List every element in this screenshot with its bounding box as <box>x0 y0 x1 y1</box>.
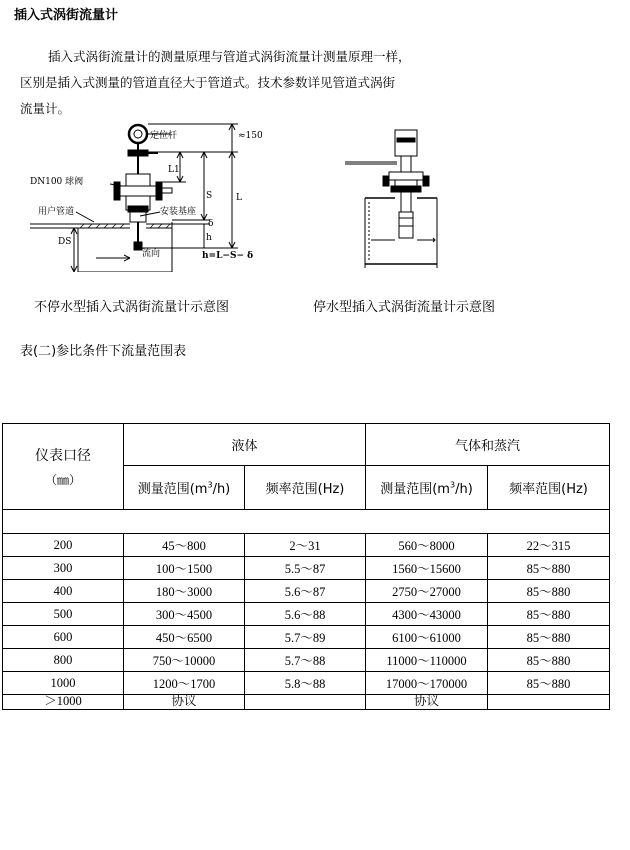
cell-gas-freq: 22～315 <box>488 534 610 557</box>
caption-right: 停水型插入式涡街流量计示意图 <box>313 300 496 315</box>
label-150: ≈150 <box>238 131 263 141</box>
cell-gas-freq: 85～880 <box>488 603 610 626</box>
cell-liq-range: 180～3000 <box>124 580 245 603</box>
cell-gas-freq: 85～880 <box>488 672 610 695</box>
cell-gas-freq <box>488 695 610 710</box>
label-base: 安装基座 <box>160 207 197 217</box>
intro-line-2: 区别是插入式测量的管道直径大于管道式。技术参数详见管道式涡街 <box>20 75 396 90</box>
label-rod: 定位杆 <box>150 131 178 141</box>
label-l: L <box>236 193 242 203</box>
diagram-non-stop-type <box>30 122 280 272</box>
cell-gas-freq: 85～880 <box>488 649 610 672</box>
table-row <box>3 603 610 626</box>
label-flow: 流向 <box>142 249 161 259</box>
cell-dn: 300 <box>3 557 124 580</box>
cell-liq-freq: 5.5～87 <box>245 557 366 580</box>
flow-range-table <box>2 423 610 710</box>
table-row <box>3 557 610 580</box>
diagram-stop-water-type <box>345 128 455 268</box>
cell-gas-freq: 85～880 <box>488 557 610 580</box>
cell-dn: 500 <box>3 603 124 626</box>
table-row <box>3 672 610 695</box>
header-gas-range: 测量范围$(m^3/h)$ <box>366 466 488 510</box>
cell-gas-range: 2750～27000 <box>366 580 488 603</box>
label-formula: h=L−S− δ <box>202 251 254 261</box>
cell-liq-freq: 5.8～88 <box>245 672 366 695</box>
table-row <box>3 534 610 557</box>
header-caliber <box>3 424 124 510</box>
cell-gas-range: 1560～15600 <box>366 557 488 580</box>
page-title: 插入式涡街流量计 <box>14 8 119 23</box>
cell-liq-freq: 5.7～89 <box>245 626 366 649</box>
header-liquid-freq: 频率范围(Hz) <box>245 466 366 510</box>
header-caliber-label: 仪表口径 <box>35 448 91 464</box>
intro-line-3: 流量计。 <box>20 101 71 116</box>
cell-liq-range: 协议 <box>124 695 245 710</box>
cell-dn: 400 <box>3 580 124 603</box>
cell-gas-freq: 85～880 <box>488 580 610 603</box>
cell-liq-freq: 5.7～88 <box>245 649 366 672</box>
header-caliber-unit: （㎜） <box>44 473 81 487</box>
label-delta: δ <box>208 219 214 229</box>
table-row <box>3 649 610 672</box>
header-gas-freq: 频率范围(Hz) <box>488 466 610 510</box>
cell-gas-range: 协议 <box>366 695 488 710</box>
cell-gas-range: 11000～110000 <box>366 649 488 672</box>
caption-left: 不停水型插入式涡街流量计示意图 <box>34 300 230 315</box>
label-h: h <box>206 233 212 243</box>
cell-liq-range: 1200～1700 <box>124 672 245 695</box>
table-row <box>3 580 610 603</box>
label-ds: DS <box>58 237 72 247</box>
cell-dn: 600 <box>3 626 124 649</box>
cell-liq-range: 450～6500 <box>124 626 245 649</box>
header-gas-steam: 气体和蒸汽 <box>366 424 610 466</box>
cell-liq-freq: 5.6～87 <box>245 580 366 603</box>
label-valve: DN100 球阀 <box>30 177 84 187</box>
cell-liq-freq: 5.6～88 <box>245 603 366 626</box>
cell-liq-range: 300～4500 <box>124 603 245 626</box>
cell-gas-range: 6100～61000 <box>366 626 488 649</box>
cell-liq-range: 100～1500 <box>124 557 245 580</box>
label-user-pipe: 用户管道 <box>38 207 75 217</box>
table-caption: 表(二)参比条件下流量范围表 <box>20 344 187 359</box>
cell-dn: 200 <box>3 534 124 557</box>
label-s: S <box>206 191 213 201</box>
table-row <box>3 626 610 649</box>
cell-dn: 800 <box>3 649 124 672</box>
cell-dn: ＞1000 <box>3 695 124 710</box>
cell-liq-range: 45～800 <box>124 534 245 557</box>
header-liquid: 液体 <box>124 424 366 466</box>
cell-gas-range: 560～8000 <box>366 534 488 557</box>
cell-liq-range: 750～10000 <box>124 649 245 672</box>
cell-dn: 1000 <box>3 672 124 695</box>
intro-paragraph <box>20 44 460 122</box>
cell-gas-range: 4300～43000 <box>366 603 488 626</box>
table-row <box>3 695 610 710</box>
cell-gas-range: 17000～170000 <box>366 672 488 695</box>
label-l1: L1 <box>168 165 180 175</box>
intro-line-1: 插入式涡街流量计的测量原理与管道式涡街流量计测量原理一样， <box>48 49 411 64</box>
cell-liq-freq: 2～31 <box>245 534 366 557</box>
cell-liq-freq <box>245 695 366 710</box>
header-liquid-range: 测量范围$(m^3/h)$ <box>124 466 245 510</box>
cell-gas-freq: 85～880 <box>488 626 610 649</box>
